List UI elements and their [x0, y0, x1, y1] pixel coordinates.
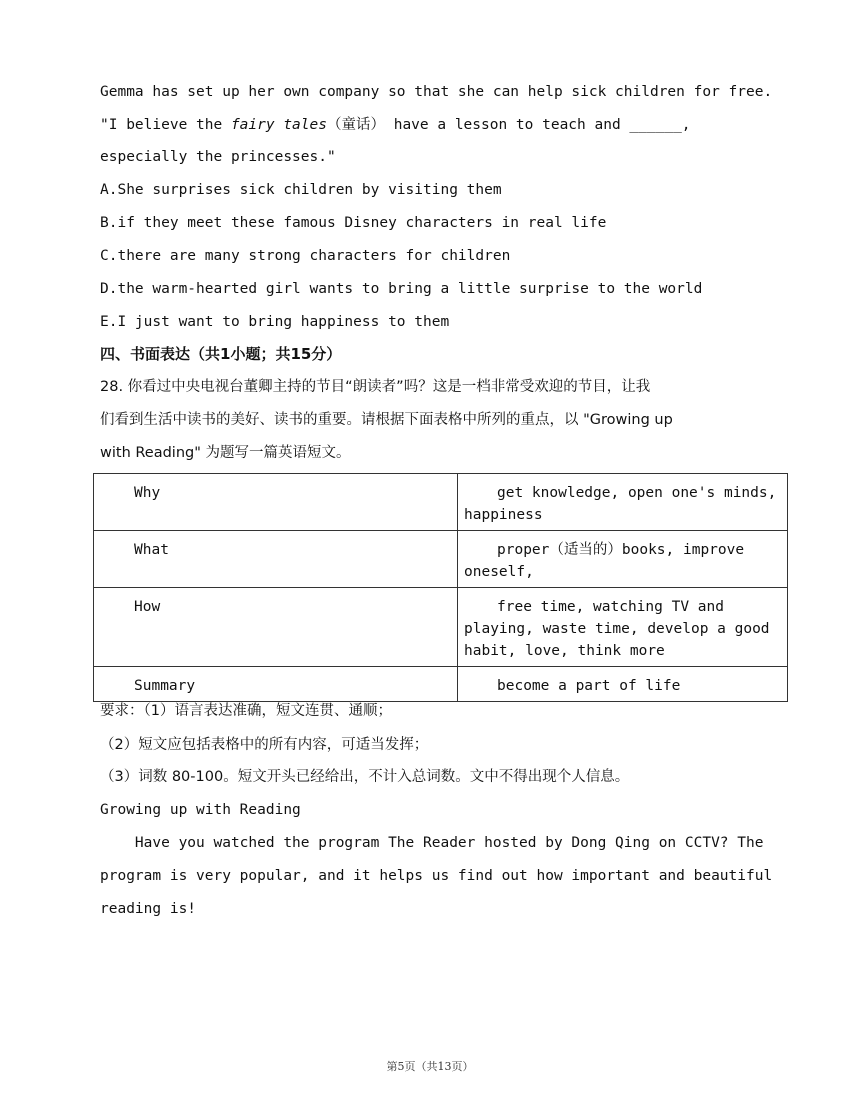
passage-line-2-start: "I believe the: [100, 117, 231, 133]
option-a: A.She surprises sick children by visiting them: [100, 182, 502, 198]
essay-line-3: reading is!: [100, 901, 197, 917]
option-c: C.there are many strong characters for children: [100, 248, 511, 264]
passage-line-3: especially the princesses.": [100, 149, 336, 165]
essay-line-2: program is very popular, and it helps us find out how important and beautiful: [100, 868, 773, 884]
row-content-how: free time, watching TV and playing, waste time, develop a good habit, love, think more: [458, 588, 788, 667]
essay-title: Growing up with Reading: [100, 802, 301, 818]
passage-line-2: [100, 115, 691, 135]
table-row: [94, 588, 788, 667]
option-d: D.the warm-hearted girl wants to bring a little surprise to the world: [100, 281, 703, 297]
row-content-summary: become a part of life: [458, 667, 788, 702]
table-row: [94, 667, 788, 702]
table-row: [94, 474, 788, 531]
writing-points-table: [93, 473, 788, 702]
row-label-summary: Summary: [94, 667, 458, 702]
option-b: B.if they meet these famous Disney characters in real life: [100, 215, 607, 231]
row-label-how: How: [94, 588, 458, 667]
table-row: [94, 531, 788, 588]
row-content-why: get knowledge, open one's minds, happiness: [458, 474, 788, 531]
option-e: E.I just want to bring happiness to them: [100, 314, 450, 330]
requirement-2: （2）短文应包括表格中的所有内容，可适当发挥；: [100, 737, 429, 753]
requirement-3: （3）词数 80-100。短文开头已经给出，不计入总词数。文中不得出现个人信息。: [100, 769, 630, 785]
passage-line-2-end: （童话） have a lesson to teach and ______,: [326, 117, 691, 133]
passage-italic-term: fairy tales: [230, 117, 327, 133]
row-label-what: What: [94, 531, 458, 588]
page-footer: 第5页（共13页）: [386, 1060, 474, 1073]
question-line-1: 28. 你看过中央电视台董卿主持的节目“朗读者”吗？这是一档非常受欢迎的节目，让我: [100, 379, 651, 395]
question-line-2: 们看到生活中读书的美好、读书的重要。请根据下面表格中所列的重点，以 "Growing up: [100, 412, 673, 428]
essay-line-1: Have you watched the program The Reader hosted by Dong Qing on CCTV? The: [100, 835, 764, 851]
passage-line-1: Gemma has set up her own company so that she can help sick children for free.: [100, 84, 773, 100]
requirement-1: 要求：（1）语言表达准确，短文连贯、通顺；: [100, 703, 392, 719]
row-content-what: proper（适当的）books, improve oneself,: [458, 531, 788, 588]
section-title: 四、书面表达（共1小题；共15分）: [100, 345, 342, 363]
row-label-why: Why: [94, 474, 458, 531]
question-line-3: with Reading" 为题写一篇英语短文。: [100, 445, 351, 461]
